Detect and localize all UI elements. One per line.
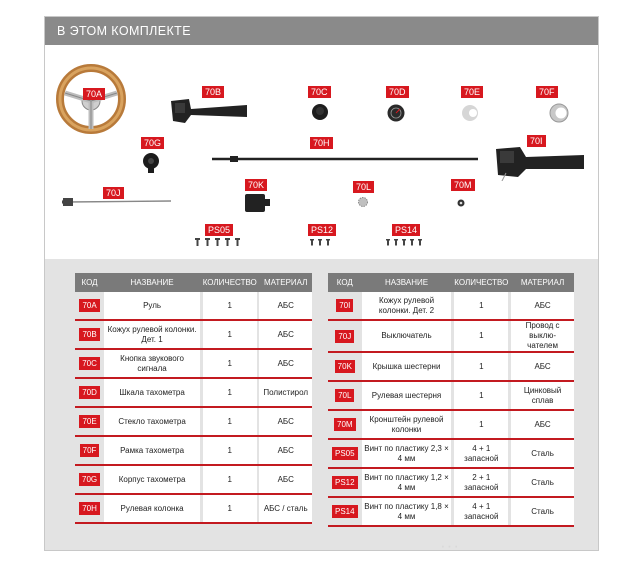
part-label-70i: 70I: [527, 135, 546, 147]
part-code-badge: 70C: [79, 357, 100, 370]
part-label-70h: 70H: [310, 137, 333, 149]
qty-cell: 1: [454, 382, 508, 411]
code-cell: [75, 437, 104, 466]
part-label-70b: 70B: [202, 86, 224, 98]
qty-cell: 1: [203, 321, 257, 350]
code-cell: [75, 350, 104, 379]
table-row: [75, 350, 312, 379]
table-row: [75, 408, 312, 437]
table-header-row: [328, 273, 574, 292]
table-row: [75, 466, 312, 495]
column-bracket-image: [455, 197, 467, 209]
part-code-badge: 70H: [79, 502, 100, 515]
name-cell: Винт по пластику 1,8 × 4 мм: [362, 498, 452, 527]
material-cell: АБС: [259, 408, 312, 437]
part-label-ps05: PS05: [205, 224, 233, 236]
qty-cell: 1: [203, 292, 257, 321]
name-cell: Стекло тахометра: [104, 408, 200, 437]
material-cell: Полистирол: [259, 379, 312, 408]
name-cell: Руль: [104, 292, 200, 321]
qty-cell: 4 + 1 запасной: [454, 440, 508, 469]
material-cell: Сталь: [511, 440, 574, 469]
part-label-70m: 70M: [451, 179, 475, 191]
table-row: [75, 437, 312, 466]
part-code-badge: PS05: [332, 447, 358, 460]
name-cell: Кнопка звукового сигнала: [104, 350, 200, 379]
name-cell: Рулевая шестерня: [362, 382, 452, 411]
header-qty: КОЛИЧЕСТВО: [454, 273, 508, 292]
column-shroud-1-image: [169, 95, 249, 125]
kit-contents-panel: [44, 16, 599, 551]
code-cell: [75, 321, 104, 350]
part-code-badge: 70L: [335, 389, 354, 402]
table-row: [328, 411, 574, 440]
material-cell: Провод с выклю- чателем: [511, 321, 574, 353]
tachometer-dial-image: [386, 103, 406, 123]
part-label-ps12: PS12: [308, 224, 336, 236]
qty-cell: 1: [454, 411, 508, 440]
part-label-70a: 70A: [83, 88, 105, 100]
code-cell: [328, 382, 362, 411]
table-row: [75, 321, 312, 350]
part-code-badge: 70E: [79, 415, 99, 428]
material-cell: АБС: [511, 411, 574, 440]
part-code-badge: PS12: [332, 476, 358, 489]
part-label-70e: 70E: [461, 86, 483, 98]
material-cell: АБС: [259, 466, 312, 495]
code-cell: [75, 292, 104, 321]
steering-column-image: [210, 153, 482, 165]
table-row: [328, 382, 574, 411]
part-code-badge: 70A: [79, 299, 99, 312]
part-label-70g: 70G: [141, 137, 164, 149]
name-cell: Рулевая колонка: [104, 495, 200, 524]
parts-table-left: [75, 273, 312, 524]
name-cell: Корпус тахометра: [104, 466, 200, 495]
watermark-text: ···: [440, 536, 460, 555]
table-row: [75, 495, 312, 524]
qty-cell: 1: [454, 321, 508, 353]
header-code: КОД: [328, 273, 362, 292]
part-label-70d: 70D: [386, 86, 409, 98]
screws-ps05-image: [193, 237, 243, 247]
gear-cover-image: [243, 190, 271, 216]
qty-cell: 1: [203, 437, 257, 466]
part-label-ps14: PS14: [392, 224, 420, 236]
parts-illustration: [45, 45, 598, 259]
name-cell: Крышка шестерни: [362, 353, 452, 382]
horn-button-image: [310, 102, 330, 122]
part-code-badge: PS14: [332, 505, 358, 518]
code-cell: [75, 379, 104, 408]
screws-ps12-image: [309, 238, 331, 246]
qty-cell: 1: [203, 495, 257, 524]
part-label-70k: 70K: [245, 179, 267, 191]
tachometer-glass-image: [460, 103, 480, 123]
material-cell: Цинковый сплав: [511, 382, 574, 411]
section-title: В ЭТОМ КОМПЛЕКТЕ: [45, 17, 598, 45]
part-code-badge: 70B: [79, 328, 99, 341]
qty-cell: 1: [203, 466, 257, 495]
material-cell: АБС: [259, 321, 312, 350]
table-row: [328, 469, 574, 498]
material-cell: АБС: [259, 292, 312, 321]
parts-table-right: [328, 273, 574, 527]
table-row: [328, 353, 574, 382]
part-label-70l: 70L: [353, 181, 374, 193]
material-cell: АБС / сталь: [259, 495, 312, 524]
table-row: [75, 379, 312, 408]
steering-gear-image: [357, 196, 369, 208]
header-name: НАЗВАНИЕ: [362, 273, 452, 292]
name-cell: Кронштейн рулевой колонки: [362, 411, 452, 440]
part-code-badge: 70M: [334, 418, 356, 431]
part-label-70j: 70J: [103, 187, 124, 199]
table-row: [328, 321, 574, 353]
qty-cell: 4 + 1 запасной: [454, 498, 508, 527]
name-cell: Кожух рулевой колонки. Дет. 2: [362, 292, 452, 321]
table-row: [328, 292, 574, 321]
table-row: [75, 292, 312, 321]
code-cell: [75, 495, 104, 524]
name-cell: Кожух рулевой колонки. Дет. 1: [104, 321, 200, 350]
code-cell: [328, 469, 362, 498]
code-cell: [328, 353, 362, 382]
table-row: [328, 440, 574, 469]
qty-cell: 2 + 1 запасной: [454, 469, 508, 498]
name-cell: Выключатель: [362, 321, 452, 353]
qty-cell: 1: [203, 408, 257, 437]
part-code-badge: 70F: [80, 444, 100, 457]
tachometer-housing-image: [140, 150, 162, 174]
table-header-row: [75, 273, 312, 292]
part-label-70f: 70F: [536, 86, 558, 98]
code-cell: [328, 440, 362, 469]
name-cell: Шкала тахометра: [104, 379, 200, 408]
material-cell: АБС: [259, 437, 312, 466]
qty-cell: 1: [454, 292, 508, 321]
material-cell: АБС: [511, 292, 574, 321]
part-code-badge: 70J: [335, 330, 354, 343]
code-cell: [328, 321, 362, 353]
code-cell: [328, 292, 362, 321]
qty-cell: 1: [203, 350, 257, 379]
name-cell: Винт по пластику 1,2 × 4 мм: [362, 469, 452, 498]
material-cell: АБС: [259, 350, 312, 379]
code-cell: [328, 498, 362, 527]
material-cell: Сталь: [511, 498, 574, 527]
part-code-badge: 70G: [79, 473, 100, 486]
material-cell: АБС: [511, 353, 574, 382]
part-label-70c: 70C: [308, 86, 331, 98]
part-code-badge: 70I: [336, 299, 353, 312]
table-row: [328, 498, 574, 527]
column-shroud-2-image: [492, 143, 588, 181]
part-code-badge: 70D: [79, 386, 100, 399]
header-qty: КОЛИЧЕСТВО: [203, 273, 257, 292]
tachometer-bezel-image: [548, 102, 570, 124]
name-cell: Винт по пластику 2,3 × 4 мм: [362, 440, 452, 469]
code-cell: [75, 408, 104, 437]
material-cell: Сталь: [511, 469, 574, 498]
code-cell: [75, 466, 104, 495]
qty-cell: 1: [203, 379, 257, 408]
header-material: МАТЕРИАЛ: [511, 273, 574, 292]
name-cell: Рамка тахометра: [104, 437, 200, 466]
part-code-badge: 70K: [335, 360, 355, 373]
parts-table-area: [45, 259, 598, 550]
screws-ps14-image: [385, 238, 427, 246]
qty-cell: 1: [454, 353, 508, 382]
code-cell: [328, 411, 362, 440]
header-material: МАТЕРИАЛ: [259, 273, 312, 292]
header-name: НАЗВАНИЕ: [104, 273, 200, 292]
header-code: КОД: [75, 273, 104, 292]
